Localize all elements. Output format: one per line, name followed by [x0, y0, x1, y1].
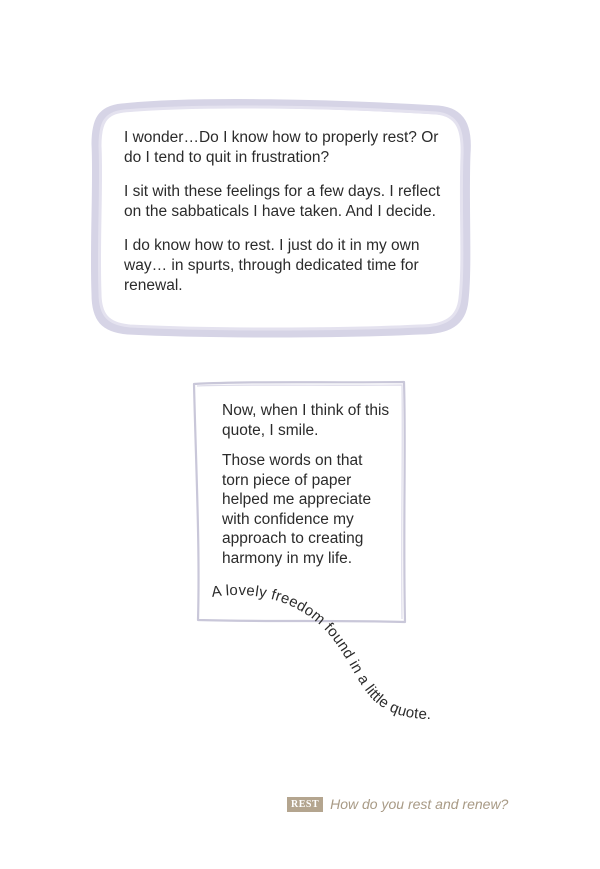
card-paragraph-1: Now, when I think of this quote, I smile.	[222, 402, 390, 439]
card-text-block	[222, 401, 392, 579]
curved-caption-text: A lovely freedom found in a little quote.	[210, 581, 432, 724]
bubble-paragraph-2: I sit with these feelings for a few days. I reflect on the sabbaticals I have taken. And I decide.	[124, 183, 441, 220]
curved-caption	[200, 580, 460, 730]
footer-question: How do you rest and renew?	[330, 796, 509, 812]
bubble-text-block	[124, 128, 444, 310]
section-badge: REST	[287, 797, 323, 812]
bubble-paragraph-1: I wonder…Do I know how to properly rest? Or do I tend to quit in frustration?	[124, 129, 439, 166]
bubble-paragraph-3: I do know how to rest. I just do it in my own way… in spurts, through dedicated time for renewal.	[124, 237, 420, 294]
card-paragraph-2: Those words on that torn piece of paper helped me appreciate with confidence my approach to creating harmony in my life.	[222, 452, 372, 567]
page-footer	[287, 794, 527, 814]
